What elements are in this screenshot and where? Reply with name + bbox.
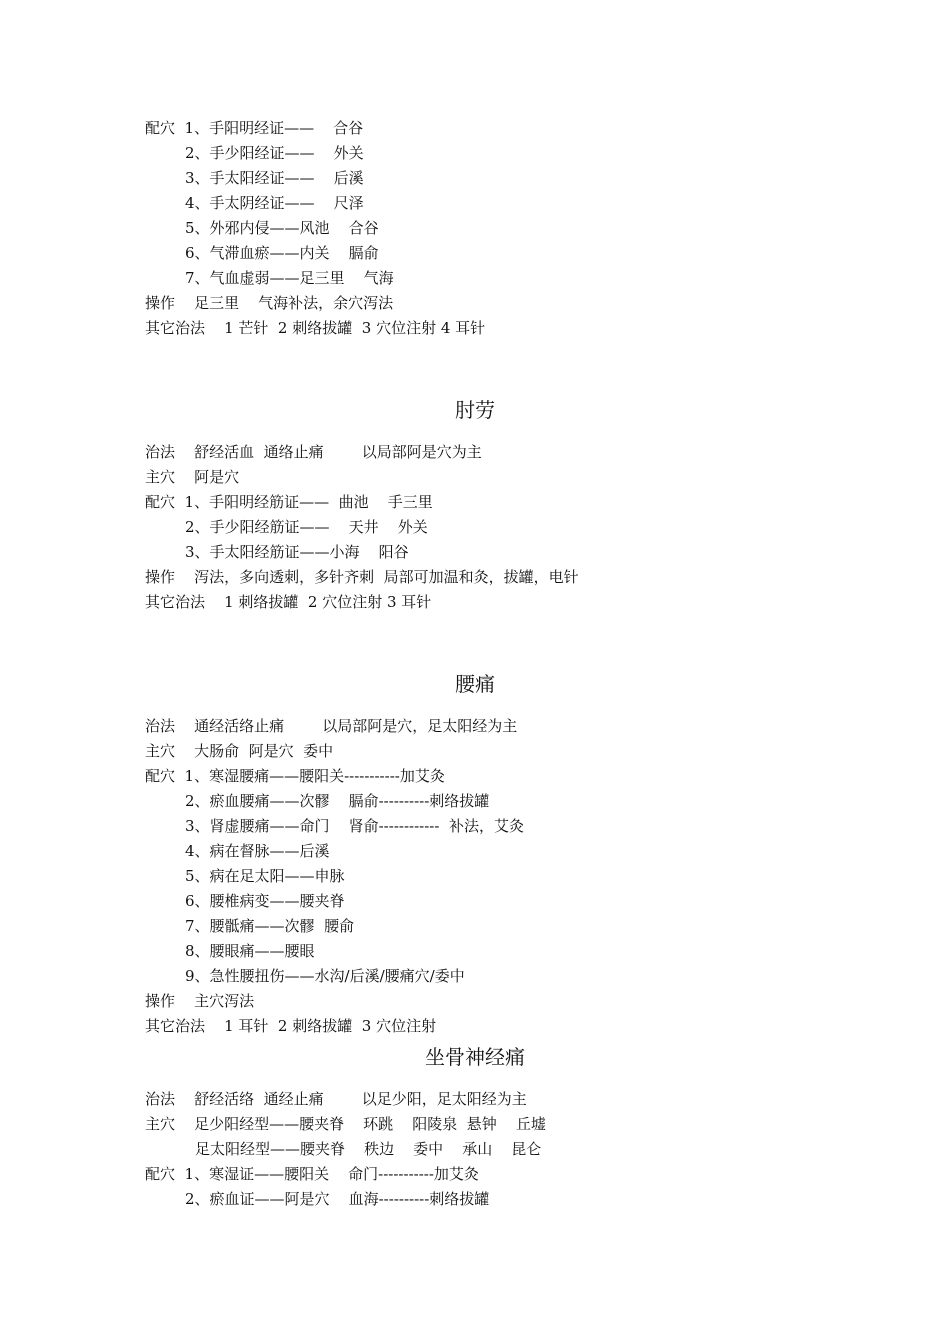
- text-line: 配穴 1、寒湿证——腰阳关 命门-----------加艾灸: [145, 1165, 479, 1183]
- text-line: 2、瘀血腰痛——次髎 膈俞----------刺络拔罐: [185, 792, 490, 810]
- text-line: 足太阳经型——腰夹脊 秩边 委中 承山 昆仑: [195, 1140, 542, 1158]
- text-line: 3、肾虚腰痛——命门 肾俞------------ 补法，艾灸: [185, 817, 524, 835]
- text-line: 配穴 1、手阳明经证—— 合谷: [145, 119, 364, 137]
- text-line: 操作 足三里 气海补法，余穴泻法: [145, 294, 394, 312]
- text-line: 主穴 大肠俞 阿是穴 委中: [145, 742, 334, 760]
- text-line: 治法 舒经活血 通络止痛 以局部阿是穴为主: [145, 443, 482, 461]
- text-line: 治法 舒经活络 通经止痛 以足少阳，足太阳经为主: [145, 1090, 527, 1108]
- section-heading: 腰痛: [455, 672, 495, 696]
- text-line: 2、手少阳经证—— 外关: [185, 144, 364, 162]
- text-line: 2、手少阳经筋证—— 天井 外关: [185, 518, 428, 536]
- text-line: 8、腰眼痛——腰眼: [185, 942, 315, 960]
- text-line: 其它治法 1 刺络拔罐 2 穴位注射 3 耳针: [145, 593, 432, 611]
- text-line: 4、手太阴经证—— 尺泽: [185, 194, 364, 212]
- text-line: 9、急性腰扭伤——水沟/后溪/腰痛穴/委中: [185, 967, 465, 985]
- text-line: 5、外邪内侵——风池 合谷: [185, 219, 379, 237]
- text-line: 2、瘀血证——阿是穴 血海----------刺络拔罐: [185, 1190, 490, 1208]
- text-line: 3、手太阳经筋证——小海 阳谷: [185, 543, 409, 561]
- text-line: 操作 主穴泻法: [145, 992, 255, 1010]
- text-line: 6、气滞血瘀——内关 膈俞: [185, 244, 379, 262]
- text-line: 其它治法 1 耳针 2 刺络拔罐 3 穴位注射: [145, 1017, 437, 1035]
- text-line: 主穴 足少阳经型——腰夹脊 环跳 阳陵泉 悬钟 丘墟: [145, 1115, 546, 1133]
- text-line: 3、手太阳经证—— 后溪: [185, 169, 364, 187]
- text-line: 配穴 1、寒湿腰痛——腰阳关-----------加艾灸: [145, 767, 445, 785]
- text-line: 主穴 阿是穴: [145, 468, 240, 486]
- text-line: 5、病在足太阳——申脉: [185, 867, 345, 885]
- text-line: 7、气血虚弱——足三里 气海: [185, 269, 394, 287]
- text-line: 操作 泻法，多向透刺，多针齐刺 局部可加温和灸，拔罐，电针: [145, 568, 579, 586]
- section-heading: 肘劳: [455, 398, 495, 422]
- text-line: 6、腰椎病变——腰夹脊: [185, 892, 345, 910]
- text-line: 其它治法 1 芒针 2 刺络拔罐 3 穴位注射 4 耳针: [145, 319, 486, 337]
- text-line: 4、病在督脉——后溪: [185, 842, 330, 860]
- section-heading: 坐骨神经痛: [425, 1045, 525, 1069]
- text-line: 配穴 1、手阳明经筋证—— 曲池 手三里: [145, 493, 433, 511]
- text-line: 治法 通经活络止痛 以局部阿是穴，足太阳经为主: [145, 717, 518, 735]
- text-line: 7、腰骶痛——次髎 腰俞: [185, 917, 355, 935]
